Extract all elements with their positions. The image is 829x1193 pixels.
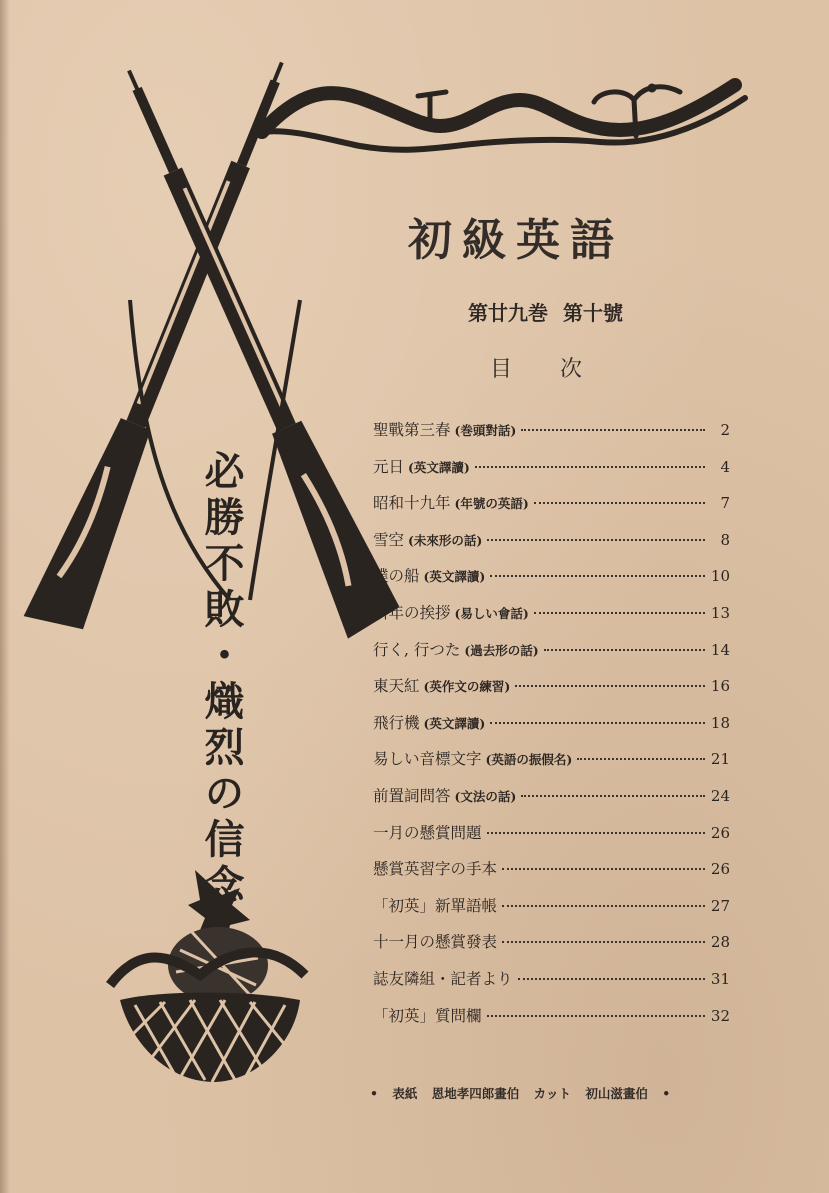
toc-leader-dots	[502, 868, 705, 870]
toc-item	[373, 967, 730, 1004]
toc-item	[373, 894, 730, 931]
toc-item-page: 26	[710, 860, 730, 879]
cover-artist: 恩地孝四郎畫伯	[431, 1086, 520, 1101]
toc-leader-dots	[475, 466, 705, 468]
toc-item	[373, 1004, 730, 1041]
toc-item-subtitle: (年號の英語)	[454, 496, 529, 512]
toc-leader-dots	[515, 685, 705, 687]
toc-item-subtitle: (英文譯讀)	[408, 459, 470, 475]
toc-item-subtitle: (巻頭對話)	[454, 423, 517, 438]
toc-item-title: 雪空	[373, 530, 405, 549]
toc-item-page: 4	[720, 457, 730, 476]
toc-leader-dots	[544, 649, 705, 651]
toc-item-page: 24	[710, 786, 730, 805]
toc-item	[373, 564, 730, 601]
toc-leader-dots	[490, 722, 705, 724]
toc-item	[373, 821, 730, 858]
toc-item-page: 13	[710, 603, 730, 622]
toc-item-title: 東天紅	[373, 677, 420, 696]
toc-item-page: 2	[720, 421, 730, 439]
toc-leader-dots	[487, 832, 705, 834]
toc-item-subtitle: (文法の話)	[454, 788, 517, 804]
toc-item	[373, 491, 730, 528]
cut-artist: 初山滋畫伯	[585, 1086, 648, 1101]
vine-ornament-icon	[262, 84, 745, 150]
toc-item-title: 懸賞英習字の手本	[373, 860, 498, 879]
toc-item-title: 十一月の懸賞發表	[373, 933, 498, 952]
credits	[370, 1084, 730, 1102]
toc-item	[373, 528, 730, 565]
toc-item	[373, 747, 730, 784]
credits-bullet-left: •	[370, 1086, 378, 1101]
toc-item-title: 昭和十九年	[373, 494, 451, 513]
toc-item-subtitle: (英語の振假名)	[485, 752, 573, 768]
toc-item	[373, 711, 730, 748]
toc-item-title: 一月の懸賞問題	[373, 823, 482, 842]
toc-item-title: 「初英」質問欄	[373, 1006, 482, 1025]
toc-item-page: 16	[710, 677, 730, 696]
toc-item-subtitle: (英文譯讀)	[423, 715, 486, 731]
toc-item-page: 21	[710, 750, 730, 769]
toc-item	[373, 674, 730, 711]
toc-item-title: 新年の挨拶	[373, 603, 451, 622]
table-of-contents	[373, 418, 730, 1040]
toc-item-title: 聖戰第三春	[373, 421, 451, 439]
toc-item-page: 10	[710, 567, 730, 586]
toc-leader-dots	[521, 795, 705, 797]
toc-item-subtitle: (易しい會話)	[454, 605, 529, 621]
toc-item-subtitle: (英文譯讀)	[423, 569, 486, 585]
toc-heading: 目次	[490, 357, 631, 382]
toc-leader-dots	[487, 1015, 705, 1017]
toc-leader-dots	[502, 905, 705, 907]
toc-item-title: 飛行機	[373, 713, 420, 732]
magazine-title: 初級英語	[408, 215, 624, 266]
toc-item-title: 前置詞問答	[373, 786, 451, 805]
volume-number: 第廿九巻 第十號	[468, 301, 623, 325]
toc-item-page: 26	[710, 823, 730, 842]
toc-leader-dots	[518, 978, 705, 980]
toc-item	[373, 455, 730, 492]
toc-item-page: 18	[710, 713, 730, 732]
toc-item	[373, 638, 730, 675]
cover-label: 表紙	[392, 1086, 418, 1101]
toc-item	[373, 601, 730, 638]
toc-item-title: 易しい音標文字	[373, 750, 482, 769]
toc-item-title: 元日	[373, 457, 405, 476]
toc-item-page: 7	[720, 494, 730, 513]
toc-leader-dots	[521, 429, 705, 431]
cut-label: カット	[533, 1086, 571, 1101]
toc-item-title: 行く, 行つた	[373, 640, 461, 659]
toc-item-title: 「初英」新單語帳	[373, 896, 498, 915]
toc-item-page: 14	[710, 640, 730, 659]
toc-item	[373, 784, 730, 821]
toc-item-title: 誌友隣組・記者より	[373, 969, 513, 988]
toc-item-page: 27	[710, 896, 730, 915]
toc-item-title: 僕の船	[373, 567, 420, 586]
toc-item-subtitle: (過去形の話)	[464, 642, 539, 658]
toc-leader-dots	[502, 941, 705, 943]
credits-bullet-right: •	[662, 1086, 671, 1101]
toc-item-subtitle: (英作文の練習)	[423, 679, 511, 695]
toc-item	[373, 857, 730, 894]
toc-item	[373, 930, 730, 967]
toc-item-page: 32	[710, 1006, 730, 1025]
toc-leader-dots	[534, 502, 705, 504]
toc-leader-dots	[577, 758, 705, 760]
toc-item-page: 28	[710, 933, 730, 952]
toc-item-page: 8	[720, 530, 730, 549]
toc-leader-dots	[534, 612, 705, 614]
slogan: 必勝不敗・熾烈の信念	[198, 450, 244, 910]
toc-leader-dots	[487, 539, 705, 541]
toc-item	[373, 418, 730, 455]
toc-leader-dots	[490, 575, 705, 577]
toc-item-subtitle: (未來形の話)	[408, 532, 483, 548]
toc-item-page: 31	[710, 969, 730, 988]
